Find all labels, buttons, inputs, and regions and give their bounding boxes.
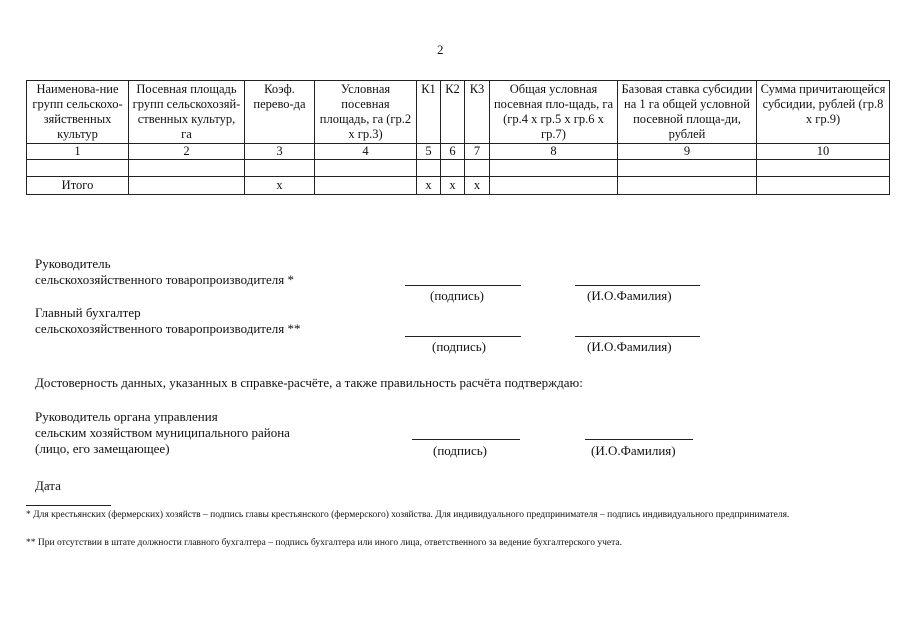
header-cell: К2	[441, 81, 465, 144]
authority-title: Руководитель органа управления сельским хозяйством муниципального района (лицо, его замещающее)	[35, 409, 290, 456]
total-cell: х	[417, 177, 441, 195]
header-cell: Коэф. перево-да	[245, 81, 315, 144]
column-number: 5	[417, 144, 441, 160]
total-cell	[757, 177, 890, 195]
column-number: 2	[129, 144, 245, 160]
header-cell: К3	[465, 81, 490, 144]
signature-caption: (подпись)	[432, 339, 486, 354]
name-line	[585, 439, 693, 440]
signature-caption: (подпись)	[433, 443, 487, 458]
footnote-2: ** При отсутствии в штате должности главного бухгалтера – подпись бухгалтера или иного лица, ответственного за ведение бухгалтерского учета.	[26, 538, 622, 548]
header-cell: Базовая ставка субсидии на 1 га общей условной посевной площа-ди, рублей	[618, 81, 757, 144]
table-row	[27, 160, 890, 177]
signature-line	[405, 336, 521, 337]
column-number: 10	[757, 144, 890, 160]
signatory-title: Руководитель сельскохозяйственного товаропроизводителя *	[35, 256, 294, 287]
page-number: 2	[437, 42, 444, 57]
column-number: 1	[27, 144, 129, 160]
column-number: 3	[245, 144, 315, 160]
column-number: 7	[465, 144, 490, 160]
total-row	[27, 177, 890, 195]
footnote-divider	[26, 505, 111, 506]
column-number-row	[27, 144, 890, 160]
column-number: 9	[618, 144, 757, 160]
total-cell	[129, 177, 245, 195]
column-number: 4	[315, 144, 417, 160]
name-line	[575, 285, 700, 286]
header-cell: Посевная площадь групп сельскохозяй-ственных культур, га	[129, 81, 245, 144]
column-number: 6	[441, 144, 465, 160]
name-caption: (И.О.Фамилия)	[587, 339, 672, 354]
name-caption: (И.О.Фамилия)	[587, 288, 672, 303]
signature-line	[405, 285, 521, 286]
total-cell: х	[465, 177, 490, 195]
total-cell	[618, 177, 757, 195]
name-caption: (И.О.Фамилия)	[591, 443, 676, 458]
total-cell: х	[441, 177, 465, 195]
signature-caption: (подпись)	[430, 288, 484, 303]
name-line	[575, 336, 700, 337]
footnote-1: * Для крестьянских (фермерских) хозяйств – подпись главы крестьянского (фермерского) хозяйства. Для индивидуального предпринимателя – подпись индивидуального предпринимателя.	[26, 510, 790, 520]
header-row	[27, 81, 890, 144]
total-cell: х	[245, 177, 315, 195]
header-cell: Общая условная посевная пло-щадь, га (гр.4 х гр.5 х гр.6 х гр.7)	[490, 81, 618, 144]
total-cell	[315, 177, 417, 195]
subsidy-table	[26, 80, 890, 195]
accountant-title: Главный бухгалтер сельскохозяйственного товаропроизводителя **	[35, 305, 301, 336]
total-cell	[490, 177, 618, 195]
date-label: Дата	[35, 478, 61, 493]
confirmation-text: Достоверность данных, указанных в справке-расчёте, а также правильность расчёта подтверждаю:	[35, 375, 583, 390]
header-cell: Условная посевная площадь, га (гр.2 х гр.3)	[315, 81, 417, 144]
header-cell: К1	[417, 81, 441, 144]
column-number: 8	[490, 144, 618, 160]
total-cell: Итого	[27, 177, 129, 195]
header-cell: Наименова-ние групп сельскохо-зяйственных культур	[27, 81, 129, 144]
header-cell: Сумма причитающейся субсидии, рублей (гр.8 х гр.9)	[757, 81, 890, 144]
signature-line	[412, 439, 520, 440]
